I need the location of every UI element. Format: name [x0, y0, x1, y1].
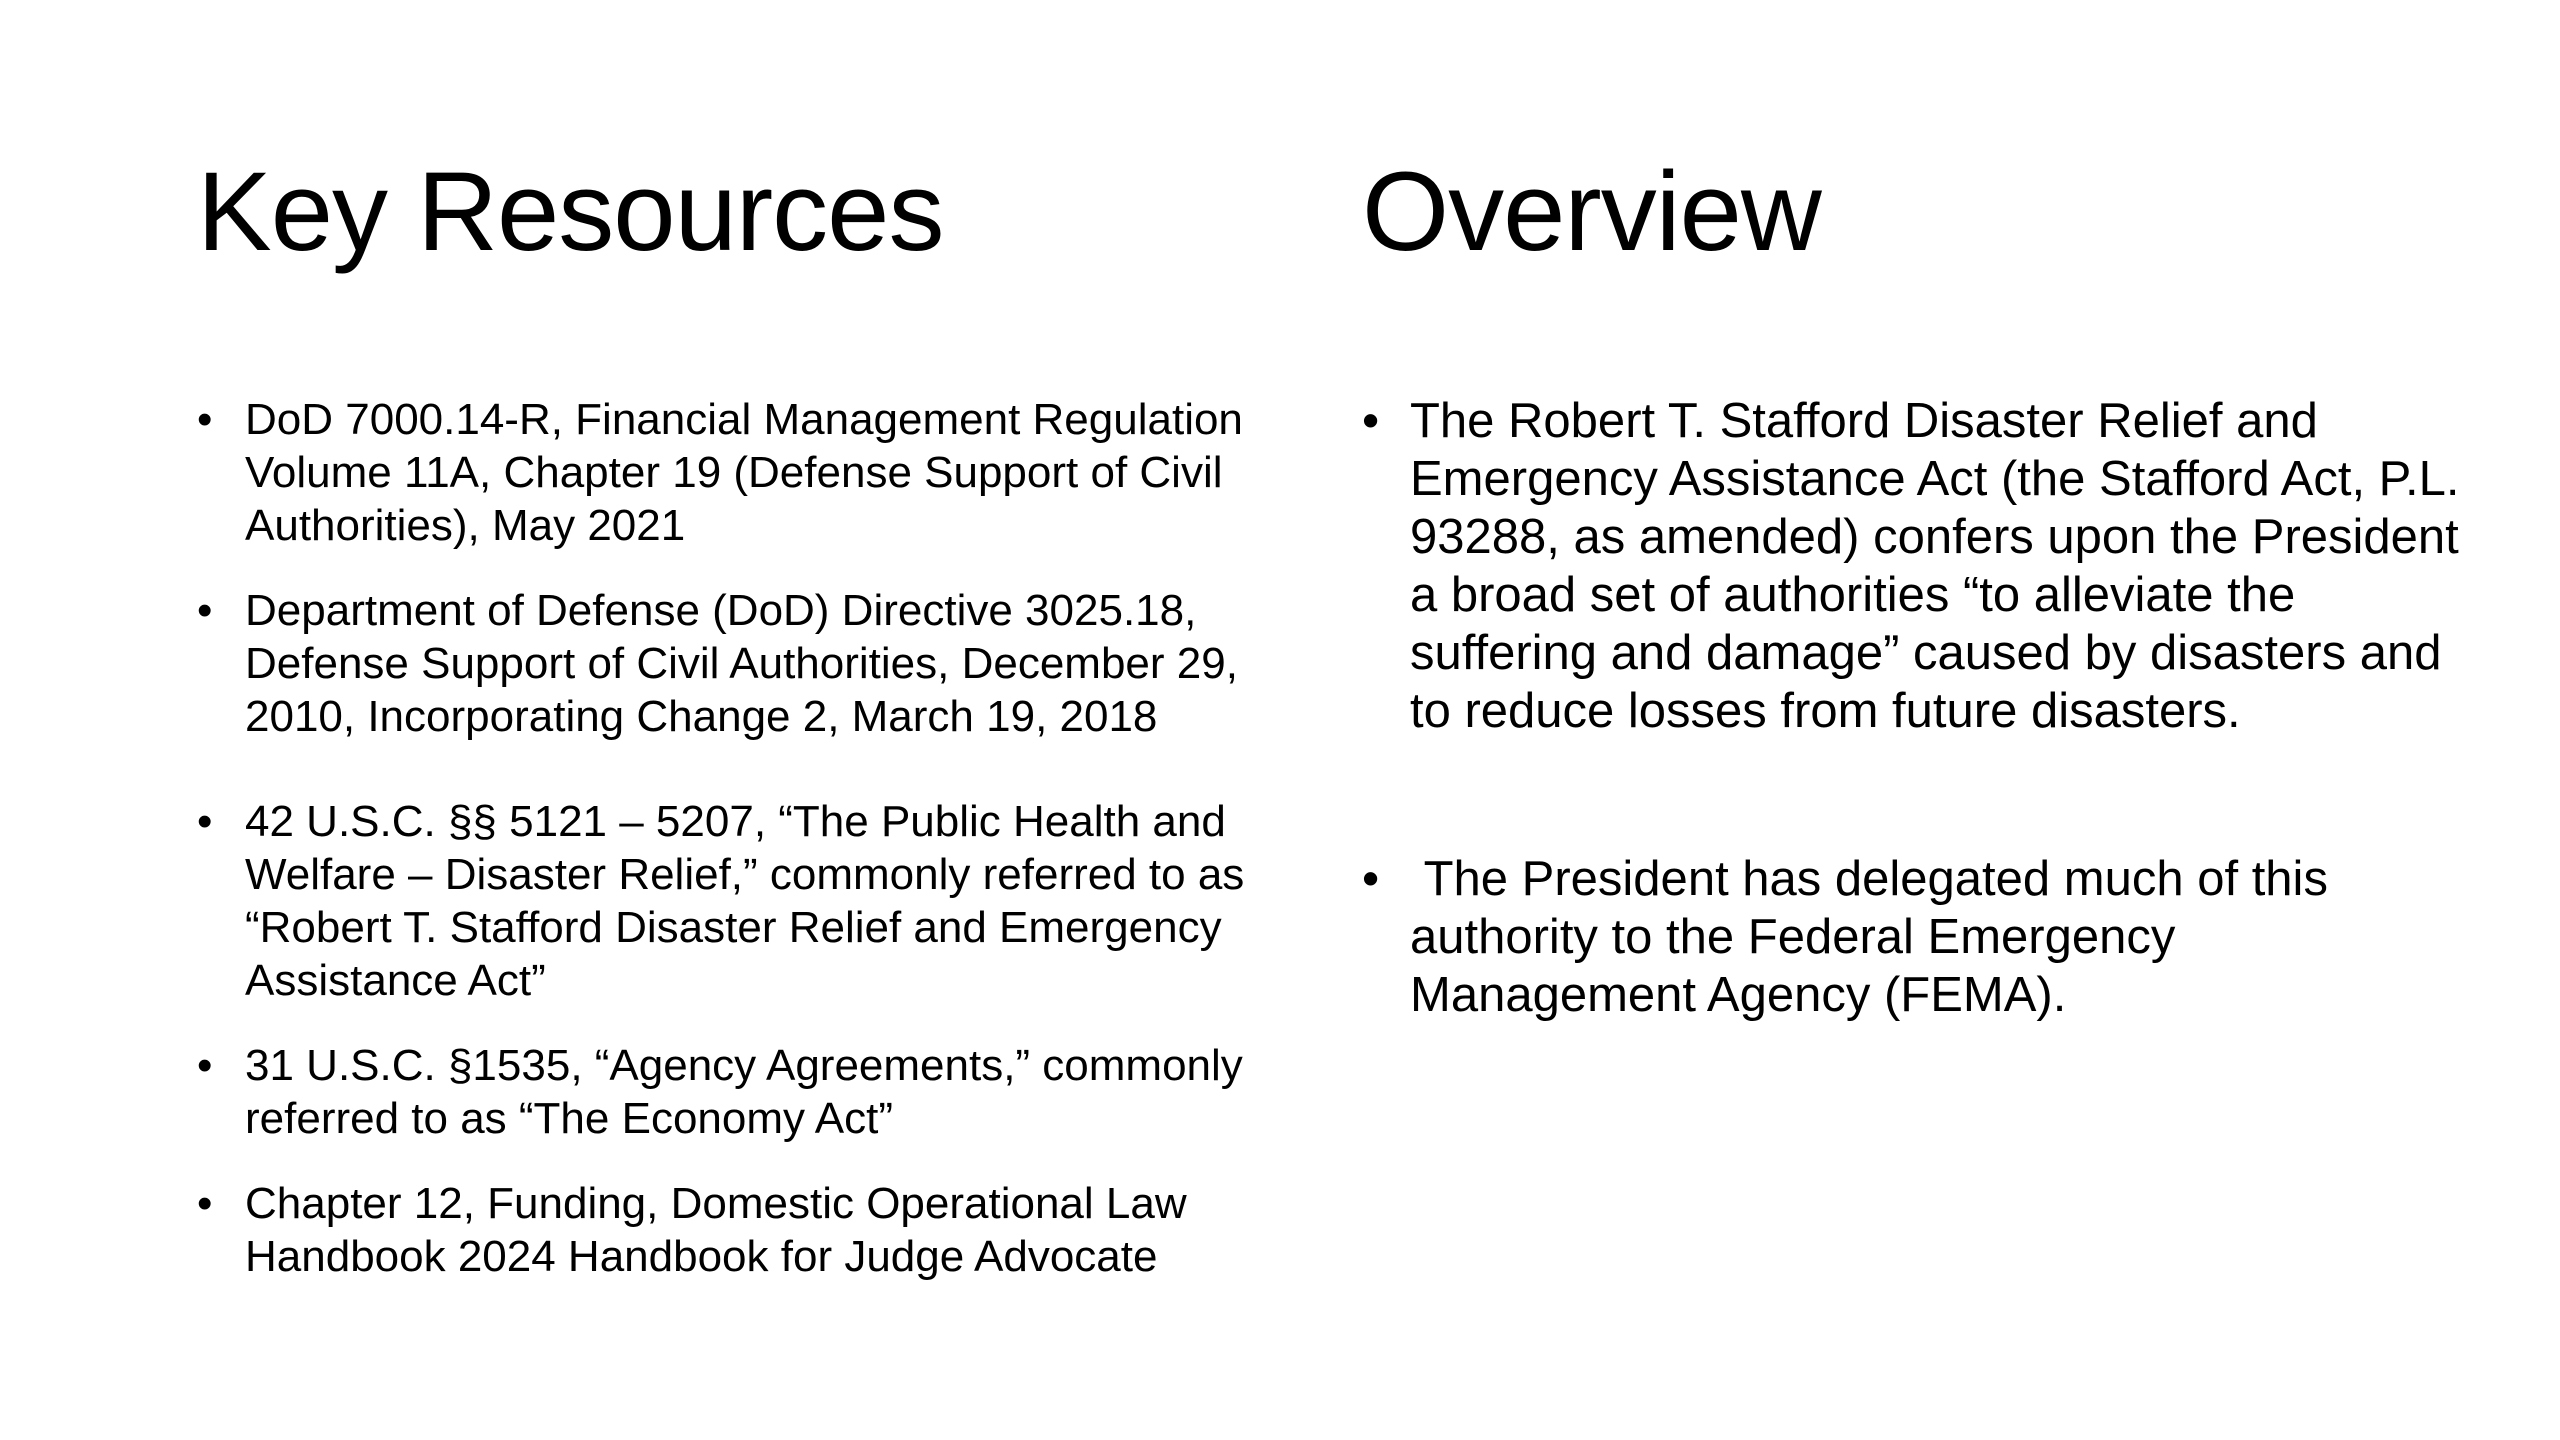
list-item: [197, 584, 1307, 743]
bullet-icon: •: [1362, 852, 1380, 906]
bullet-icon: •: [197, 1179, 213, 1228]
key-resources-list: [197, 393, 1307, 1283]
list-item-text: The Robert T. Stafford Disaster Relief and Emergency Assistance Act (the Stafford Act, P.L. 93288, as amended) confers upon the President a broad set of authorities “to alleviate the suffering and damage” caused by disasters and to reduce losses from future disasters.: [1410, 394, 2460, 738]
list-item: [197, 795, 1307, 1007]
bullet-icon: •: [197, 586, 213, 635]
list-item-text: Chapter 12, Funding, Domestic Operational Law Handbook 2024 Handbook for Judge Advocate: [245, 1179, 1187, 1281]
list-item: [1362, 392, 2472, 740]
bullet-icon: •: [197, 797, 213, 846]
list-item: [197, 1177, 1307, 1283]
bullet-icon: •: [1362, 394, 1380, 448]
list-item-text: 42 U.S.C. §§ 5121 – 5207, “The Public Health and Welfare – Disaster Relief,” commonly referred to as “Robert T. Stafford Disaster Relief and Emergency Assistance Act”: [245, 797, 1245, 1005]
list-item-text: DoD 7000.14-R, Financial Management Regulation Volume 11A, Chapter 19 (Defense Support of Civil Authorities), May 2021: [245, 395, 1243, 550]
list-item: [197, 1039, 1307, 1145]
list-item: [197, 393, 1307, 552]
overview-list: [1362, 392, 2472, 1024]
list-item-text: Department of Defense (DoD) Directive 3025.18, Defense Support of Civil Authorities, December 29, 2010, Incorporating Change 2, March 19, 2018: [245, 586, 1238, 741]
list-item: [1362, 850, 2472, 1024]
bullet-icon: •: [197, 395, 213, 444]
overview-title: Overview: [1362, 149, 1821, 274]
bullet-icon: •: [197, 1041, 213, 1090]
key-resources-title: Key Resources: [197, 149, 944, 274]
list-item-text: The President has delegated much of this authority to the Federal Emergency Management Agency (FEMA).: [1410, 852, 2342, 1022]
list-item-text: 31 U.S.C. §1535, “Agency Agreements,” commonly referred to as “The Economy Act”: [245, 1041, 1243, 1143]
